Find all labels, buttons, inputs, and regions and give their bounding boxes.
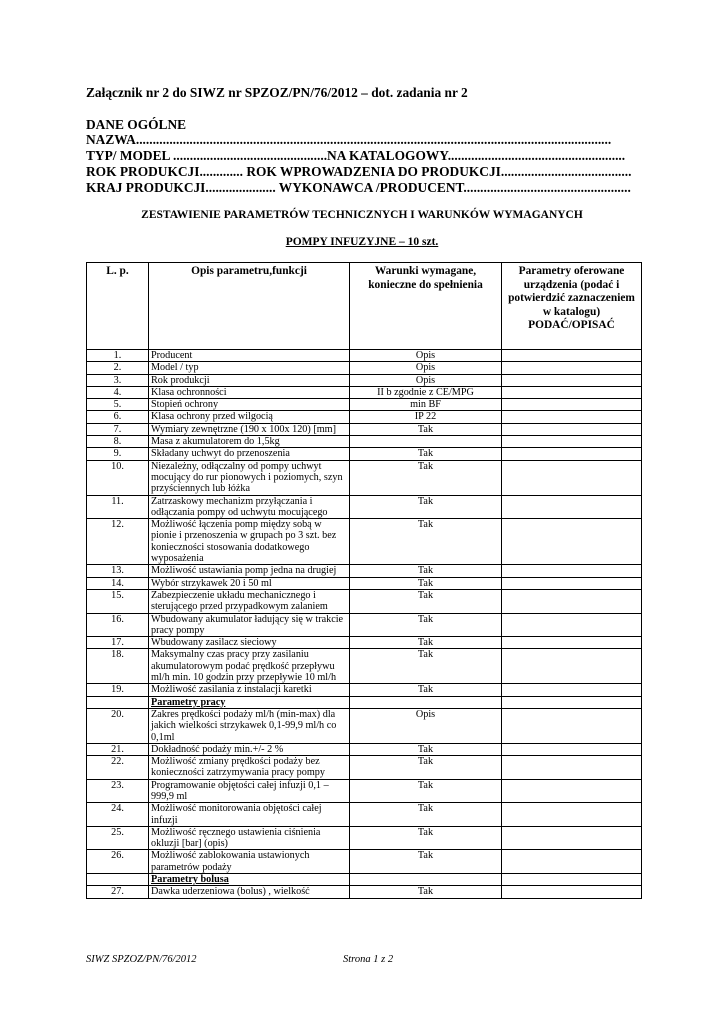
row-requirement: Opis	[350, 374, 502, 386]
row-requirement: Tak	[350, 577, 502, 589]
field-name-line: NAZWA..............................................................................................................................................	[86, 132, 612, 147]
table-row	[87, 779, 642, 803]
row-offered-value[interactable]	[502, 519, 642, 565]
field-production-year-line: ROK PRODUKCJI............. ROK WPROWADZENIA DO PRODUKCJI.......................................	[86, 164, 632, 179]
row-requirement: Tak	[350, 448, 502, 460]
row-description: Możliwość zmiany prędkości podaży bez konieczności zatrzymywania pracy pompy	[149, 756, 350, 780]
row-requirement: Opis	[350, 350, 502, 362]
section-label: Parametry bolusa	[149, 874, 350, 886]
row-offered-value[interactable]	[502, 577, 642, 589]
table-row	[87, 565, 642, 577]
row-requirement: Tak	[350, 826, 502, 850]
row-offered-value[interactable]	[502, 460, 642, 495]
row-number: 10.	[87, 460, 149, 495]
row-description: Możliwość ręcznego ustawienia ciśnienia okluzji [bar] (opis)	[149, 826, 350, 850]
table-row	[87, 448, 642, 460]
row-requirement: Tak	[350, 684, 502, 696]
row-number: 8.	[87, 436, 149, 448]
header-description: Opis parametru,funkcji	[149, 263, 350, 350]
row-number: 7.	[87, 423, 149, 435]
row-number: 5.	[87, 399, 149, 411]
table-row	[87, 577, 642, 589]
row-offered-value[interactable]	[502, 684, 642, 696]
row-description: Dawka uderzeniowa (bolus) , wielkość	[149, 886, 350, 898]
row-requirement: Tak	[350, 743, 502, 755]
section-title: ZESTAWIENIE PARAMETRÓW TECHNICZNYCH I WARUNKÓW WYMAGANYCH	[141, 209, 583, 221]
general-data-heading: DANE OGÓLNE	[86, 117, 187, 132]
row-number: 23.	[87, 779, 149, 803]
row-description: Wbudowany zasilacz sieciowy	[149, 637, 350, 649]
row-requirement: Tak	[350, 460, 502, 495]
footer-page-number: Strona 1 z 2	[343, 954, 394, 965]
row-number: 9.	[87, 448, 149, 460]
row-requirement	[350, 436, 502, 448]
row-offered-value[interactable]	[502, 362, 642, 374]
row-offered-value[interactable]	[502, 708, 642, 743]
subject-title: POMPY INFUZYJNE – 10 szt.	[285, 236, 439, 248]
row-number: 2.	[87, 362, 149, 374]
row-number: 4.	[87, 386, 149, 398]
row-offered-value[interactable]	[502, 436, 642, 448]
row-number: 19.	[87, 684, 149, 696]
section-row	[87, 696, 642, 708]
table-row	[87, 850, 642, 874]
row-requirement: II b zgodnie z CE/MPG	[350, 386, 502, 398]
row-offered-value[interactable]	[502, 411, 642, 423]
table-row	[87, 708, 642, 743]
row-requirement: min BF	[350, 399, 502, 411]
header-offered-parameters: Parametry oferowane urządzenia (podać i potwierdzić zaznaczeniem w katalogu) PODAĆ/OPISAĆ	[502, 263, 642, 350]
row-requirement: Opis	[350, 362, 502, 374]
row-offered-value[interactable]	[502, 386, 642, 398]
row-requirement: Tak	[350, 589, 502, 613]
row-requirement: Tak	[350, 565, 502, 577]
row-number: 26.	[87, 850, 149, 874]
row-offered-value[interactable]	[502, 826, 642, 850]
row-description: Klasa ochrony przed wilgocią	[149, 411, 350, 423]
row-offered-value[interactable]	[502, 886, 642, 898]
table-row	[87, 460, 642, 495]
parameters-table	[86, 262, 642, 899]
table-row	[87, 519, 642, 565]
row-requirement: Tak	[350, 756, 502, 780]
row-offered-value[interactable]	[502, 613, 642, 637]
row-number: 24.	[87, 803, 149, 827]
row-number: 17.	[87, 637, 149, 649]
row-description: Wymiary zewnętrzne (190 x 100x 120) [mm]	[149, 423, 350, 435]
table-row	[87, 637, 642, 649]
row-description: Model / typ	[149, 362, 350, 374]
row-number: 1.	[87, 350, 149, 362]
row-description: Składany uchwyt do przenoszenia	[149, 448, 350, 460]
table-row	[87, 362, 642, 374]
row-number: 27.	[87, 886, 149, 898]
row-description: Maksymalny czas pracy przy zasilaniu akumulatorowym podać prędkość przepływu ml/h min. 10 godzin przy przepływie 10 ml/h	[149, 649, 350, 684]
section-label: Parametry pracy	[149, 696, 350, 708]
table-row	[87, 495, 642, 519]
row-requirement: Tak	[350, 637, 502, 649]
row-requirement: Tak	[350, 779, 502, 803]
row-description: Wbudowany akumulator ładujący się w trakcie pracy pompy	[149, 613, 350, 637]
row-offered-value[interactable]	[502, 779, 642, 803]
row-description: Zatrzaskowy mechanizm przyłączania i odłączania pompy od uchwytu mocującego	[149, 495, 350, 519]
row-offered-value[interactable]	[502, 565, 642, 577]
row-requirement: Tak	[350, 495, 502, 519]
row-description: Klasa ochronności	[149, 386, 350, 398]
row-description: Zabezpieczenie układu mechanicznego i sterującego przed przypadkowym zalaniem	[149, 589, 350, 613]
row-description: Możliwość zasilania z instalacji karetki	[149, 684, 350, 696]
table-row	[87, 649, 642, 684]
row-number: 13.	[87, 565, 149, 577]
row-offered-value[interactable]	[502, 743, 642, 755]
table-row	[87, 350, 642, 362]
row-number: 15.	[87, 589, 149, 613]
row-offered-value[interactable]	[502, 495, 642, 519]
table-row	[87, 886, 642, 898]
header-lp: L. p.	[87, 263, 149, 350]
row-requirement: IP 22	[350, 411, 502, 423]
section-row	[87, 874, 642, 886]
header-requirements: Warunki wymagane, konieczne do spełnienia	[350, 263, 502, 350]
table-row	[87, 589, 642, 613]
row-requirement: Tak	[350, 649, 502, 684]
row-number: 16.	[87, 613, 149, 637]
row-description: Możliwość monitorowania objętości całej infuzji	[149, 803, 350, 827]
table-row	[87, 756, 642, 780]
table-row	[87, 826, 642, 850]
row-requirement: Tak	[350, 886, 502, 898]
field-country-producer-line: KRAJ PRODUKCJI..................... WYKONAWCA /PRODUCENT..................................................	[86, 180, 631, 195]
row-number: 20.	[87, 708, 149, 743]
row-offered-value[interactable]	[502, 423, 642, 435]
row-requirement: Tak	[350, 613, 502, 637]
row-description: Masa z akumulatorem do 1,5kg	[149, 436, 350, 448]
row-description: Możliwość zablokowania ustawionych parametrów podaży	[149, 850, 350, 874]
row-description: Możliwość ustawiania pomp jedna na drugiej	[149, 565, 350, 577]
table-row	[87, 411, 642, 423]
row-offered-value[interactable]	[502, 399, 642, 411]
row-requirement: Tak	[350, 803, 502, 827]
table-row	[87, 423, 642, 435]
row-requirement: Tak	[350, 850, 502, 874]
row-description: Możliwość łączenia pomp między sobą w pionie i przenoszenia w grupach po 3 szt. bez konieczności stosowania dodatkowego wyposażenia	[149, 519, 350, 565]
table-row	[87, 803, 642, 827]
attachment-title: Załącznik nr 2 do SIWZ nr SPZOZ/PN/76/2012 – dot. zadania nr 2	[86, 85, 468, 100]
row-number: 25.	[87, 826, 149, 850]
row-description: Niezależny, odłączalny od pompy uchwyt mocujący do rur pionowych i poziomych, szyn przyściennych lub łóżka	[149, 460, 350, 495]
row-description: Rok produkcji	[149, 374, 350, 386]
row-offered-value[interactable]	[502, 803, 642, 827]
row-description: Producent	[149, 350, 350, 362]
footer-reference: SIWZ SPZOZ/PN/76/2012	[86, 954, 197, 965]
row-number: 18.	[87, 649, 149, 684]
row-requirement: Tak	[350, 519, 502, 565]
row-offered-value[interactable]	[502, 637, 642, 649]
table-row	[87, 436, 642, 448]
field-type-model-line: TYP/ MODEL ..............................................NA KATALOGOWY.....................................................	[86, 148, 626, 163]
table-row	[87, 613, 642, 637]
table-body	[87, 350, 642, 899]
row-number: 6.	[87, 411, 149, 423]
row-offered-value[interactable]	[502, 850, 642, 874]
row-offered-value[interactable]	[502, 374, 642, 386]
row-number: 21.	[87, 743, 149, 755]
row-number: 12.	[87, 519, 149, 565]
table-row	[87, 399, 642, 411]
row-number: 22.	[87, 756, 149, 780]
row-requirement: Tak	[350, 423, 502, 435]
table-row	[87, 684, 642, 696]
row-requirement: Opis	[350, 708, 502, 743]
table-row	[87, 743, 642, 755]
row-description: Programowanie objętości całej infuzji 0,1 – 999,9 ml	[149, 779, 350, 803]
row-offered-value[interactable]	[502, 448, 642, 460]
row-offered-value[interactable]	[502, 756, 642, 780]
row-offered-value[interactable]	[502, 589, 642, 613]
row-offered-value[interactable]	[502, 649, 642, 684]
row-description: Stopień ochrony	[149, 399, 350, 411]
table-row	[87, 386, 642, 398]
row-offered-value[interactable]	[502, 350, 642, 362]
row-description: Zakres prędkości podaży ml/h (min-max) dla jakich wielkości strzykawek 0,1-99,9 ml/h co 0,1ml	[149, 708, 350, 743]
row-number: 14.	[87, 577, 149, 589]
row-number: 11.	[87, 495, 149, 519]
row-description: Wybór strzykawek 20 i 50 ml	[149, 577, 350, 589]
row-description: Dokładność podaży min.+/- 2 %	[149, 743, 350, 755]
row-number: 3.	[87, 374, 149, 386]
table-row	[87, 374, 642, 386]
